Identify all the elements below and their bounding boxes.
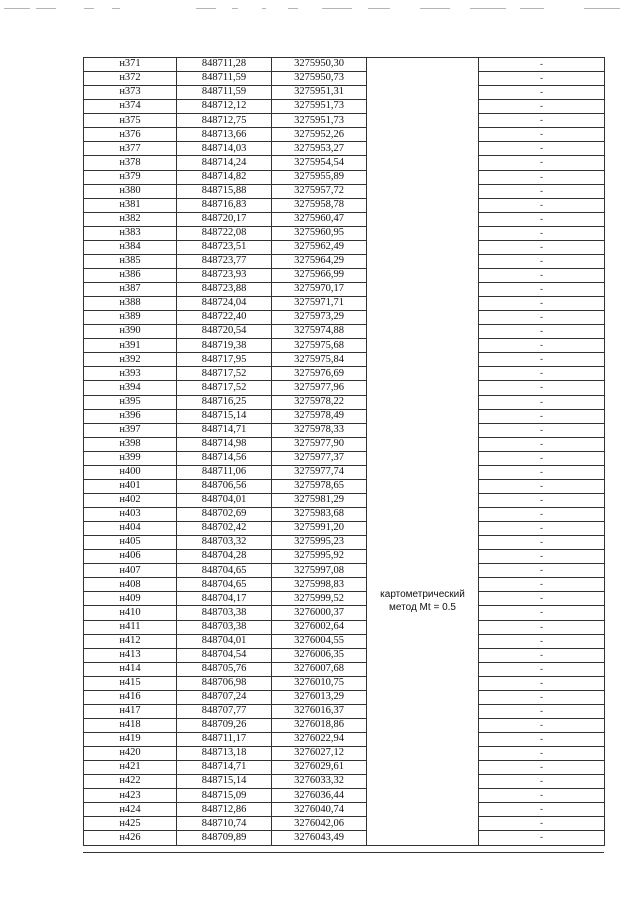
table-row (84, 367, 605, 381)
table-row (84, 283, 605, 297)
x-coordinate-cell: 848704,54 (177, 648, 272, 662)
table-row (84, 156, 605, 170)
x-coordinate-cell: 848717,95 (177, 353, 272, 367)
empty-marker-cell: - (479, 690, 605, 704)
table-row (84, 198, 605, 212)
y-coordinate-cell: 3275977,90 (272, 437, 367, 451)
table-row (84, 648, 605, 662)
y-coordinate-cell: 3275977,96 (272, 381, 367, 395)
point-name-cell: н418 (84, 718, 177, 732)
y-coordinate-cell: 3276042,06 (272, 817, 367, 831)
point-name-cell: н396 (84, 409, 177, 423)
empty-marker-cell: - (479, 704, 605, 718)
x-coordinate-cell: 848720,17 (177, 212, 272, 226)
table-row (84, 508, 605, 522)
table-row (84, 339, 605, 353)
empty-marker-cell: - (479, 536, 605, 550)
empty-marker-cell: - (479, 550, 605, 564)
empty-marker-cell: - (479, 395, 605, 409)
point-name-cell: н407 (84, 564, 177, 578)
x-coordinate-cell: 848711,06 (177, 465, 272, 479)
empty-marker-cell: - (479, 578, 605, 592)
y-coordinate-cell: 3276029,61 (272, 761, 367, 775)
empty-marker-cell: - (479, 170, 605, 184)
x-coordinate-cell: 848713,18 (177, 747, 272, 761)
table-row (84, 240, 605, 254)
table-row (84, 606, 605, 620)
empty-marker-cell: - (479, 648, 605, 662)
empty-marker-cell: - (479, 142, 605, 156)
point-name-cell: н424 (84, 803, 177, 817)
point-name-cell: н420 (84, 747, 177, 761)
x-coordinate-cell: 848723,93 (177, 268, 272, 282)
y-coordinate-cell: 3275999,52 (272, 592, 367, 606)
table-row (84, 184, 605, 198)
x-coordinate-cell: 848702,42 (177, 522, 272, 536)
coordinates-table (83, 57, 605, 846)
x-coordinate-cell: 848724,04 (177, 297, 272, 311)
empty-marker-cell: - (479, 437, 605, 451)
empty-marker-cell: - (479, 831, 605, 845)
x-coordinate-cell: 848717,52 (177, 367, 272, 381)
point-name-cell: н393 (84, 367, 177, 381)
y-coordinate-cell: 3275951,31 (272, 86, 367, 100)
y-coordinate-cell: 3276033,32 (272, 775, 367, 789)
x-coordinate-cell: 848711,59 (177, 86, 272, 100)
y-coordinate-cell: 3275955,89 (272, 170, 367, 184)
y-coordinate-cell: 3275952,26 (272, 128, 367, 142)
y-coordinate-cell: 3275950,73 (272, 72, 367, 86)
x-coordinate-cell: 848713,66 (177, 128, 272, 142)
y-coordinate-cell: 3276043,49 (272, 831, 367, 845)
method-label-line1: картометрический (380, 589, 465, 600)
point-name-cell: н382 (84, 212, 177, 226)
y-coordinate-cell: 3276004,55 (272, 634, 367, 648)
empty-marker-cell: - (479, 775, 605, 789)
y-coordinate-cell: 3276036,44 (272, 789, 367, 803)
point-name-cell: н375 (84, 114, 177, 128)
empty-marker-cell: - (479, 747, 605, 761)
point-name-cell: н384 (84, 240, 177, 254)
x-coordinate-cell: 848704,01 (177, 634, 272, 648)
point-name-cell: н383 (84, 226, 177, 240)
x-coordinate-cell: 848712,12 (177, 100, 272, 114)
point-name-cell: н423 (84, 789, 177, 803)
y-coordinate-cell: 3276027,12 (272, 747, 367, 761)
table-row (84, 550, 605, 564)
point-name-cell: н409 (84, 592, 177, 606)
empty-marker-cell: - (479, 311, 605, 325)
table-row (84, 775, 605, 789)
point-name-cell: н376 (84, 128, 177, 142)
x-coordinate-cell: 848714,82 (177, 170, 272, 184)
x-coordinate-cell: 848714,03 (177, 142, 272, 156)
point-name-cell: н412 (84, 634, 177, 648)
table-row (84, 437, 605, 451)
y-coordinate-cell: 3275962,49 (272, 240, 367, 254)
y-coordinate-cell: 3276006,35 (272, 648, 367, 662)
empty-marker-cell: - (479, 817, 605, 831)
y-coordinate-cell: 3275971,71 (272, 297, 367, 311)
point-name-cell: н392 (84, 353, 177, 367)
y-coordinate-cell: 3275976,69 (272, 367, 367, 381)
point-name-cell: н425 (84, 817, 177, 831)
table-row (84, 297, 605, 311)
point-name-cell: н399 (84, 451, 177, 465)
y-coordinate-cell: 3275950,30 (272, 58, 367, 72)
y-coordinate-cell: 3275966,99 (272, 268, 367, 282)
table-row (84, 381, 605, 395)
table-row (84, 353, 605, 367)
empty-marker-cell: - (479, 465, 605, 479)
point-name-cell: н416 (84, 690, 177, 704)
table-row (84, 634, 605, 648)
point-name-cell: н406 (84, 550, 177, 564)
x-coordinate-cell: 848715,14 (177, 409, 272, 423)
x-coordinate-cell: 848722,08 (177, 226, 272, 240)
y-coordinate-cell: 3276013,29 (272, 690, 367, 704)
point-name-cell: н421 (84, 761, 177, 775)
empty-marker-cell: - (479, 325, 605, 339)
x-coordinate-cell: 848714,56 (177, 451, 272, 465)
table-row (84, 114, 605, 128)
point-name-cell: н390 (84, 325, 177, 339)
x-coordinate-cell: 848704,28 (177, 550, 272, 564)
empty-marker-cell: - (479, 761, 605, 775)
method-label-line2: метод Mt = 0.5 (389, 602, 456, 613)
y-coordinate-cell: 3276002,64 (272, 620, 367, 634)
table-row (84, 789, 605, 803)
table-row (84, 564, 605, 578)
empty-marker-cell: - (479, 128, 605, 142)
table-row (84, 592, 605, 606)
point-name-cell: н395 (84, 395, 177, 409)
x-coordinate-cell: 848711,59 (177, 72, 272, 86)
point-name-cell: н397 (84, 423, 177, 437)
point-name-cell: н394 (84, 381, 177, 395)
empty-marker-cell: - (479, 297, 605, 311)
point-name-cell: н411 (84, 620, 177, 634)
x-coordinate-cell: 848705,76 (177, 662, 272, 676)
y-coordinate-cell: 3275958,78 (272, 198, 367, 212)
table-row (84, 128, 605, 142)
table-row (84, 325, 605, 339)
empty-marker-cell: - (479, 789, 605, 803)
method-cell (367, 58, 479, 846)
y-coordinate-cell: 3275951,73 (272, 100, 367, 114)
table-row (84, 311, 605, 325)
table-row (84, 100, 605, 114)
point-name-cell: н402 (84, 493, 177, 507)
empty-marker-cell: - (479, 733, 605, 747)
empty-marker-cell: - (479, 508, 605, 522)
empty-marker-cell: - (479, 100, 605, 114)
table-row (84, 58, 605, 72)
table-row (84, 465, 605, 479)
empty-marker-cell: - (479, 662, 605, 676)
empty-marker-cell: - (479, 451, 605, 465)
y-coordinate-cell: 3275975,68 (272, 339, 367, 353)
y-coordinate-cell: 3275991,20 (272, 522, 367, 536)
empty-marker-cell: - (479, 339, 605, 353)
x-coordinate-cell: 848709,89 (177, 831, 272, 845)
point-name-cell: н371 (84, 58, 177, 72)
empty-marker-cell: - (479, 423, 605, 437)
y-coordinate-cell: 3275953,27 (272, 142, 367, 156)
table-row (84, 817, 605, 831)
empty-marker-cell: - (479, 72, 605, 86)
empty-marker-cell: - (479, 634, 605, 648)
empty-marker-cell: - (479, 184, 605, 198)
coordinates-table-body (84, 58, 605, 846)
table-row (84, 479, 605, 493)
table-row (84, 690, 605, 704)
x-coordinate-cell: 848723,77 (177, 254, 272, 268)
table-row (84, 747, 605, 761)
point-name-cell: н426 (84, 831, 177, 845)
empty-marker-cell: - (479, 592, 605, 606)
y-coordinate-cell: 3275995,23 (272, 536, 367, 550)
point-name-cell: н413 (84, 648, 177, 662)
x-coordinate-cell: 848703,32 (177, 536, 272, 550)
y-coordinate-cell: 3275977,74 (272, 465, 367, 479)
empty-marker-cell: - (479, 381, 605, 395)
empty-marker-cell: - (479, 156, 605, 170)
empty-marker-cell: - (479, 268, 605, 282)
table-row (84, 522, 605, 536)
x-coordinate-cell: 848711,28 (177, 58, 272, 72)
point-name-cell: н381 (84, 198, 177, 212)
point-name-cell: н388 (84, 297, 177, 311)
table-row (84, 170, 605, 184)
y-coordinate-cell: 3276018,86 (272, 718, 367, 732)
empty-marker-cell: - (479, 564, 605, 578)
empty-marker-cell: - (479, 522, 605, 536)
x-coordinate-cell: 848714,24 (177, 156, 272, 170)
x-coordinate-cell: 848703,38 (177, 620, 272, 634)
table-row (84, 493, 605, 507)
empty-marker-cell: - (479, 803, 605, 817)
x-coordinate-cell: 848715,88 (177, 184, 272, 198)
table-row (84, 831, 605, 845)
y-coordinate-cell: 3275995,92 (272, 550, 367, 564)
point-name-cell: н401 (84, 479, 177, 493)
point-name-cell: н380 (84, 184, 177, 198)
y-coordinate-cell: 3276007,68 (272, 662, 367, 676)
y-coordinate-cell: 3275997,08 (272, 564, 367, 578)
point-name-cell: н374 (84, 100, 177, 114)
point-name-cell: н400 (84, 465, 177, 479)
empty-marker-cell: - (479, 198, 605, 212)
x-coordinate-cell: 848706,98 (177, 676, 272, 690)
scan-header-marks (0, 0, 640, 14)
table-row (84, 620, 605, 634)
y-coordinate-cell: 3275981,29 (272, 493, 367, 507)
y-coordinate-cell: 3276010,75 (272, 676, 367, 690)
empty-marker-cell: - (479, 479, 605, 493)
table-row (84, 254, 605, 268)
table-row (84, 212, 605, 226)
empty-marker-cell: - (479, 240, 605, 254)
point-name-cell: н422 (84, 775, 177, 789)
y-coordinate-cell: 3275954,54 (272, 156, 367, 170)
empty-marker-cell: - (479, 283, 605, 297)
empty-marker-cell: - (479, 58, 605, 72)
y-coordinate-cell: 3276040,74 (272, 803, 367, 817)
point-name-cell: н391 (84, 339, 177, 353)
empty-marker-cell: - (479, 493, 605, 507)
point-name-cell: н410 (84, 606, 177, 620)
point-name-cell: н419 (84, 733, 177, 747)
x-coordinate-cell: 848720,54 (177, 325, 272, 339)
x-coordinate-cell: 848712,86 (177, 803, 272, 817)
point-name-cell: н415 (84, 676, 177, 690)
point-name-cell: н373 (84, 86, 177, 100)
y-coordinate-cell: 3275970,17 (272, 283, 367, 297)
x-coordinate-cell: 848707,77 (177, 704, 272, 718)
empty-marker-cell: - (479, 620, 605, 634)
table-row (84, 718, 605, 732)
y-coordinate-cell: 3275960,95 (272, 226, 367, 240)
y-coordinate-cell: 3276000,37 (272, 606, 367, 620)
point-name-cell: н378 (84, 156, 177, 170)
table-row (84, 395, 605, 409)
x-coordinate-cell: 848702,69 (177, 508, 272, 522)
table-row (84, 409, 605, 423)
x-coordinate-cell: 848707,24 (177, 690, 272, 704)
y-coordinate-cell: 3275998,83 (272, 578, 367, 592)
x-coordinate-cell: 848715,09 (177, 789, 272, 803)
table-row (84, 536, 605, 550)
x-coordinate-cell: 848711,17 (177, 733, 272, 747)
table-row (84, 451, 605, 465)
y-coordinate-cell: 3276022,94 (272, 733, 367, 747)
y-coordinate-cell: 3275977,37 (272, 451, 367, 465)
table-row (84, 704, 605, 718)
empty-marker-cell: - (479, 86, 605, 100)
empty-marker-cell: - (479, 114, 605, 128)
empty-marker-cell: - (479, 409, 605, 423)
point-name-cell: н398 (84, 437, 177, 451)
x-coordinate-cell: 848704,01 (177, 493, 272, 507)
x-coordinate-cell: 848714,98 (177, 437, 272, 451)
y-coordinate-cell: 3275978,22 (272, 395, 367, 409)
x-coordinate-cell: 848723,88 (177, 283, 272, 297)
point-name-cell: н372 (84, 72, 177, 86)
empty-marker-cell: - (479, 212, 605, 226)
y-coordinate-cell: 3275957,72 (272, 184, 367, 198)
table-row (84, 226, 605, 240)
point-name-cell: н379 (84, 170, 177, 184)
point-name-cell: н404 (84, 522, 177, 536)
x-coordinate-cell: 848710,74 (177, 817, 272, 831)
table-row (84, 268, 605, 282)
x-coordinate-cell: 848723,51 (177, 240, 272, 254)
point-name-cell: н385 (84, 254, 177, 268)
table-row (84, 733, 605, 747)
x-coordinate-cell: 848709,26 (177, 718, 272, 732)
empty-marker-cell: - (479, 367, 605, 381)
table-row (84, 72, 605, 86)
x-coordinate-cell: 848716,83 (177, 198, 272, 212)
point-name-cell: н389 (84, 311, 177, 325)
point-name-cell: н377 (84, 142, 177, 156)
table-row (84, 578, 605, 592)
x-coordinate-cell: 848704,65 (177, 564, 272, 578)
y-coordinate-cell: 3275978,33 (272, 423, 367, 437)
point-name-cell: н405 (84, 536, 177, 550)
point-name-cell: н408 (84, 578, 177, 592)
empty-marker-cell: - (479, 606, 605, 620)
x-coordinate-cell: 848704,65 (177, 578, 272, 592)
y-coordinate-cell: 3275960,47 (272, 212, 367, 226)
point-name-cell: н387 (84, 283, 177, 297)
method-label (367, 588, 478, 614)
y-coordinate-cell: 3275978,49 (272, 409, 367, 423)
empty-marker-cell: - (479, 353, 605, 367)
y-coordinate-cell: 3275964,29 (272, 254, 367, 268)
y-coordinate-cell: 3276016,37 (272, 704, 367, 718)
table-row (84, 676, 605, 690)
point-name-cell: н403 (84, 508, 177, 522)
table-row (84, 803, 605, 817)
empty-marker-cell: - (479, 226, 605, 240)
y-coordinate-cell: 3275983,68 (272, 508, 367, 522)
y-coordinate-cell: 3275978,65 (272, 479, 367, 493)
table-row (84, 423, 605, 437)
y-coordinate-cell: 3275951,73 (272, 114, 367, 128)
x-coordinate-cell: 848714,71 (177, 423, 272, 437)
table-row (84, 86, 605, 100)
x-coordinate-cell: 848722,40 (177, 311, 272, 325)
x-coordinate-cell: 848714,71 (177, 761, 272, 775)
empty-marker-cell: - (479, 718, 605, 732)
x-coordinate-cell: 848717,52 (177, 381, 272, 395)
x-coordinate-cell: 848719,38 (177, 339, 272, 353)
y-coordinate-cell: 3275973,29 (272, 311, 367, 325)
point-name-cell: н386 (84, 268, 177, 282)
x-coordinate-cell: 848716,25 (177, 395, 272, 409)
empty-marker-cell: - (479, 254, 605, 268)
table-row (84, 142, 605, 156)
y-coordinate-cell: 3275975,84 (272, 353, 367, 367)
table-bottom-rule (83, 852, 604, 856)
y-coordinate-cell: 3275974,88 (272, 325, 367, 339)
table-row (84, 662, 605, 676)
x-coordinate-cell: 848706,56 (177, 479, 272, 493)
point-name-cell: н414 (84, 662, 177, 676)
x-coordinate-cell: 848715,14 (177, 775, 272, 789)
x-coordinate-cell: 848703,38 (177, 606, 272, 620)
point-name-cell: н417 (84, 704, 177, 718)
table-row (84, 761, 605, 775)
x-coordinate-cell: 848704,17 (177, 592, 272, 606)
empty-marker-cell: - (479, 676, 605, 690)
x-coordinate-cell: 848712,75 (177, 114, 272, 128)
